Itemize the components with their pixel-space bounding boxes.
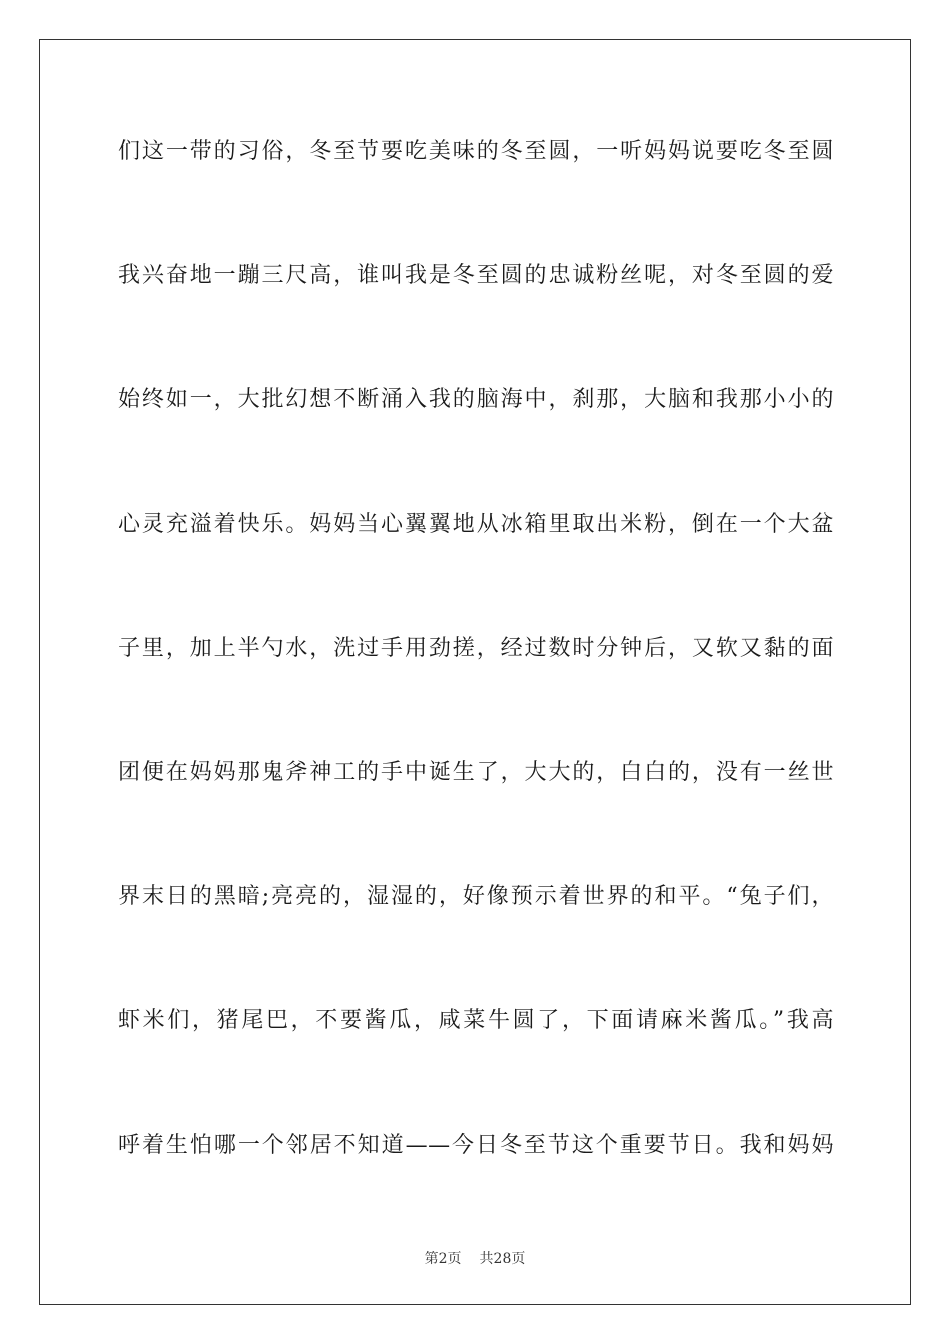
text-line-9: 呼着生怕哪一个邻居不知道——今日冬至节这个重要节日。我和妈妈 <box>118 1132 834 1158</box>
text-line-4: 心灵充溢着快乐。妈妈当心翼翼地从冰箱里取出米粉，倒在一个大盆 <box>118 511 834 537</box>
page-number: 第2页 <box>424 1251 462 1267</box>
text-line-1: 们这一带的习俗，冬至节要吃美味的冬至圆，一听妈妈说要吃冬至圆 <box>118 139 834 164</box>
text-line-2: 我兴奋地一蹦三尺高，谁叫我是冬至圆的忠诚粉丝呢，对冬至圆的爱 <box>118 263 834 289</box>
text-line-7: 界末日的黑暗;亮亮的，湿湿的，好像预示着世界的和平。“兔子们， <box>118 884 834 910</box>
text-line-6: 团便在妈妈那鬼斧神工的手中诞生了，大大的，白白的，没有一丝世 <box>118 759 834 785</box>
text-line-3: 始终如一，大批幻想不断涌入我的脑海中，刹那，大脑和我那小小的 <box>118 387 834 413</box>
text-line-5: 子里，加上半勺水，洗过手用劲搓，经过数时分钟后，又软又黏的面 <box>118 635 834 661</box>
text-line-8: 虾米们，猪尾巴，不要酱瓜，咸菜牛圆了，下面请麻米酱瓜。”我高 <box>118 1008 834 1034</box>
document-body <box>118 128 834 1246</box>
page-total: 共28页 <box>479 1251 526 1267</box>
page-footer <box>0 1248 950 1268</box>
